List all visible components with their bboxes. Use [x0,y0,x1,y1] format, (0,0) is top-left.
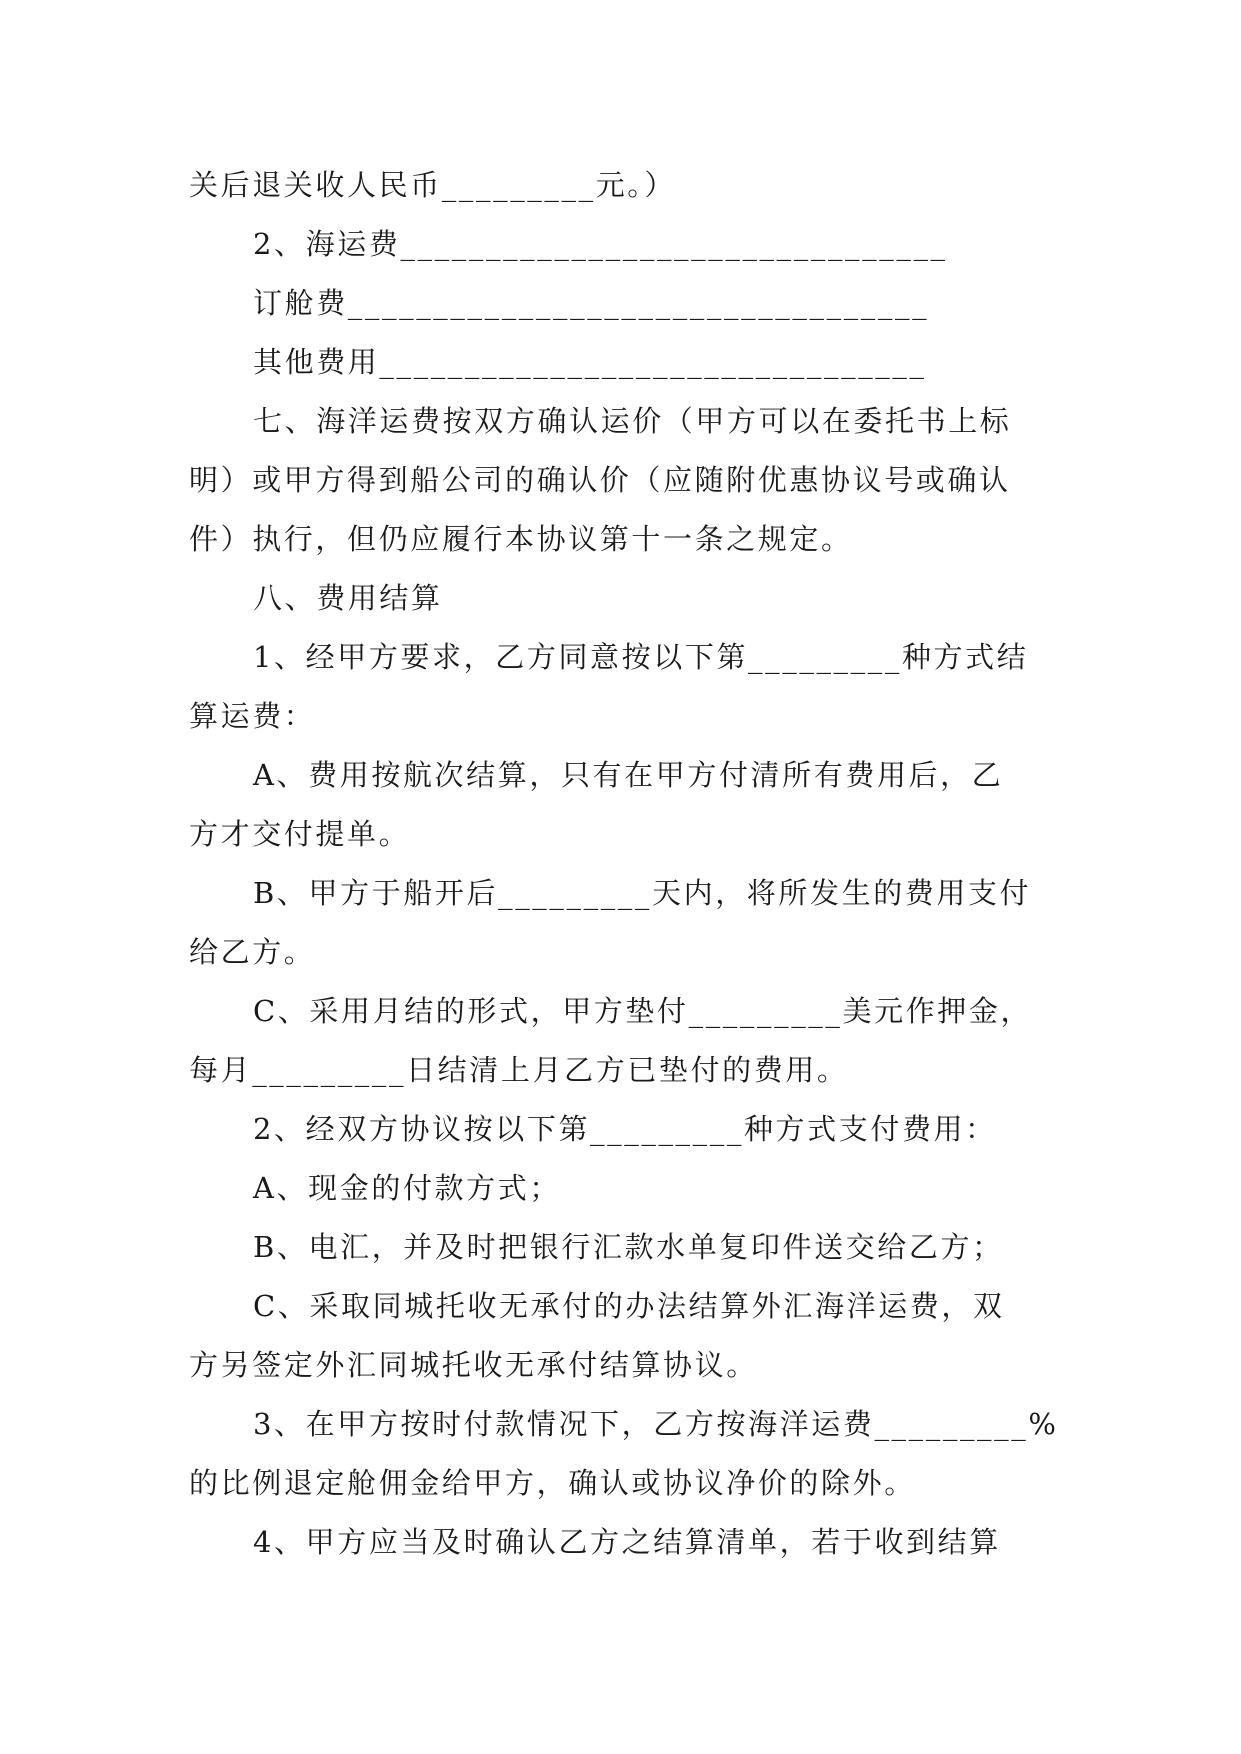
text-line: 明）或甲方得到船公司的确认价（应随附优惠协议号或确认 [189,463,1011,497]
section-heading: 八、费用结算 [253,581,443,615]
text-line: C、采取同城托收无承付的办法结算外汇海洋运费，双 [253,1289,1005,1323]
text-line: 1、经甲方要求，乙方同意按以下第_________种方式结 [253,640,1029,674]
text-line: A、费用按航次结算，只有在甲方付清所有费用后，乙 [253,758,1004,792]
text-line: 4、甲方应当及时确认乙方之结算清单，若于收到结算 [253,1525,1001,1559]
text-line: B、甲方于船开后_________天内，将所发生的费用支付 [253,876,1032,910]
text-line: 2、经双方协议按以下第_________种方式支付费用： [253,1112,997,1146]
text-line: C、采用月结的形式，甲方垫付_________美元作押金， [253,994,1033,1028]
text-line: 方另签定外汇同城托收无承付结算协议。 [189,1348,758,1382]
text-line: A、现金的付款方式； [253,1171,561,1205]
text-line: 的比例退定舱佣金给甲方，确认或协议净价的除外。 [189,1466,916,1500]
text-line: 件）执行，但仍应履行本协议第十一条之规定。 [189,522,853,556]
text-line: 每月_________日结清上月乙方已垫付的费用。 [189,1053,849,1087]
text-line: 方才交付提单。 [189,817,411,851]
text-line: B、电汇，并及时把银行汇款水单复印件送交给乙方； [253,1230,1004,1264]
text-line: 其他费用________________________________ [253,345,927,379]
text-line: 关后退关收人民币_________元。） [189,168,677,202]
text-line: 给乙方。 [189,935,316,969]
text-line: 3、在甲方按时付款情况下，乙方按海洋运费_________% [253,1407,1059,1441]
text-line: 2、海运费________________________________ [253,227,948,261]
text-line: 算运费： [189,699,316,733]
text-line: 七、海洋运费按双方确认运价（甲方可以在委托书上标 [253,404,1012,438]
text-line: 订舱费__________________________________ [253,286,930,320]
